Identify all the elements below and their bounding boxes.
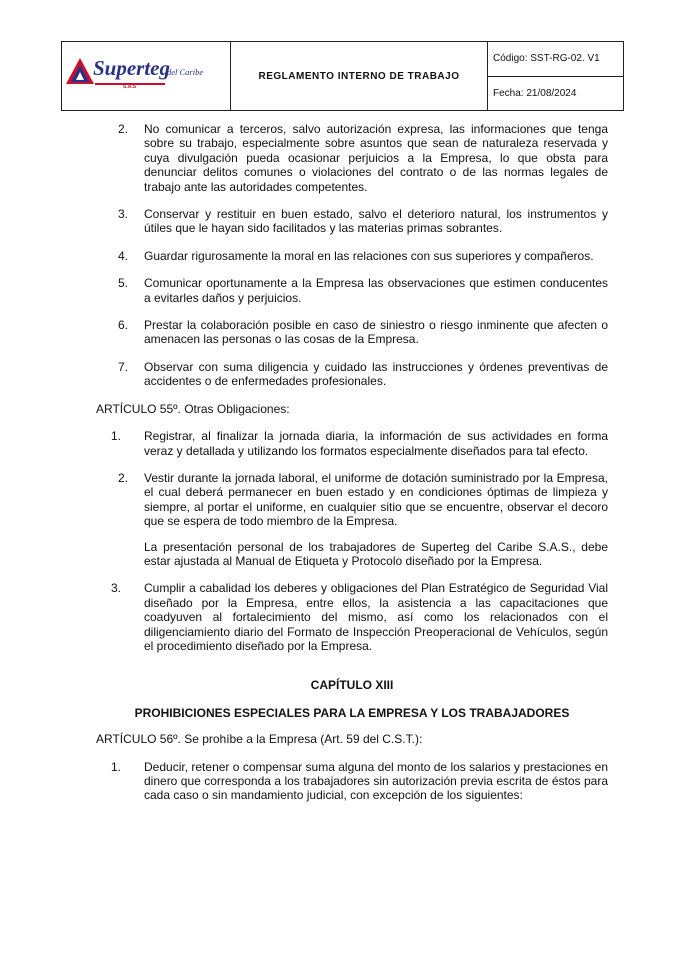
item-text: Comunicar oportunamente a la Empresa las observaciones que estimen conducentes a evitarles daños y perjuicios.	[144, 276, 608, 305]
item-number: 7.	[118, 359, 129, 374]
item-number: 6.	[118, 318, 129, 333]
list-item	[96, 276, 608, 305]
header-meta-cell	[488, 42, 623, 110]
item-text: Cumplir a cabalidad los deberes y obligaciones del Plan Estratégico de Seguridad Vial diseñado por la Empresa, entre ellos, la asistencia a las capacitaciones que coadyuven al fortalecimiento del mismo, así como los relacionados con el diligenciamiento diario del Formato de Inspección Preoperacional de Vehículos, según el procedimiento diseñado por la Empresa.	[144, 581, 608, 653]
item-text: Prestar la colaboración posible en caso de siniestro o riesgo inminente que afecten o amenacen las personas o las cosas de la Empresa.	[144, 318, 608, 347]
list-item	[96, 318, 608, 347]
list-item	[96, 360, 608, 389]
uniform-paragraph: La presentación personal de los trabajadores de Superteg del Caribe S.A.S., debe estar ajustada al Manual de Etiqueta y Protocolo diseñado por la Empresa.	[144, 539, 608, 568]
item-number: 3.	[118, 207, 129, 222]
header-title-cell	[231, 42, 488, 110]
prohibitions-list	[96, 760, 608, 803]
list-item	[96, 429, 608, 458]
list-item	[96, 760, 608, 803]
item-number: 3.	[111, 581, 122, 596]
item-text: Conservar y restituir en buen estado, salvo el deterioro natural, los instrumentos y útiles que le hayan sido facilitados y las materias primas sobrantes.	[144, 207, 608, 236]
document-code: Código: SST-RG-02. V1	[493, 53, 600, 65]
chapter-title: PROHIBICIONES ESPECIALES PARA LA EMPRESA Y LOS TRABAJADORES	[134, 705, 570, 720]
item-text: Guardar rigurosamente la moral en las relaciones con sus superiores y compañeros.	[144, 248, 594, 263]
chapter-heading: CAPÍTULO XIII	[310, 678, 394, 693]
document-title: REGLAMENTO INTERNO DE TRABAJO	[258, 70, 460, 82]
item-number: 2.	[118, 122, 129, 136]
item-number: 1.	[111, 759, 122, 774]
article-55-heading: ARTÍCULO 55º. Otras Obligaciones:	[96, 401, 290, 416]
company-logo	[62, 42, 231, 110]
item-number: 4.	[118, 248, 129, 263]
item-text: Registrar, al finalizar la jornada diaria, la información de sus actividades en forma veraz y detallada y utilizando los formatos especialmente diseñados para tal efecto.	[144, 429, 608, 458]
item-number: 1.	[111, 429, 122, 444]
item-text: Deducir, retener o compensar suma alguna del monto de los salarios y prestaciones en dinero que corresponda a los trabajadores sin autorización previa escrita de éstos para cada caso o sin mandamiento judicial, con excepción de los siguientes:	[144, 759, 608, 803]
logo-sas: S.A.S	[123, 84, 137, 90]
list-item	[96, 207, 608, 236]
list-item	[96, 581, 608, 653]
item-number: 5.	[118, 276, 129, 291]
item-text: Observar con suma diligencia y cuidado las instrucciones y órdenes preventivas de accidentes o de enfermedades profesionales.	[144, 359, 608, 389]
item-text: Vestir durante la jornada laboral, el uniforme de dotación suministrado por la Empresa, el cual deberá permanecer en buen estado y en condiciones óptimas de limpieza y siempre, al portar el uniforme, en cualquier sitio que se encuentre, observar el decoro que se espera de todo miembro de la Empresa.	[144, 470, 608, 529]
other-obligations-list	[96, 429, 608, 653]
list-item	[96, 122, 608, 194]
list-item	[96, 471, 608, 529]
item-text: No comunicar a terceros, salvo autorización expresa, las informaciones que tenga sobre su trabajo, especialmente sobre asuntos que sean de naturaleza reservada y cuya divulgación pueda ocasionar perjuicios a la Empresa, lo que obsta para denunciar delitos comunes o violaciones del contrato o de las normas legales de trabajo ante las autoridades competentes.	[144, 122, 608, 194]
triangle-logo-icon	[65, 56, 95, 86]
logo-wordmark: Superteg	[93, 56, 171, 80]
article-56-heading: ARTÍCULO 56º. Se prohíbe a la Empresa (Art. 59 del C.S.T.):	[96, 732, 423, 747]
item-number: 2.	[118, 470, 129, 485]
obligations-list	[96, 122, 608, 389]
logo-subtitle: del Caribe	[167, 67, 204, 77]
document-header	[61, 41, 624, 111]
document-body	[96, 122, 608, 816]
document-date: Fecha: 21/08/2024	[488, 76, 623, 111]
list-item	[96, 249, 608, 263]
